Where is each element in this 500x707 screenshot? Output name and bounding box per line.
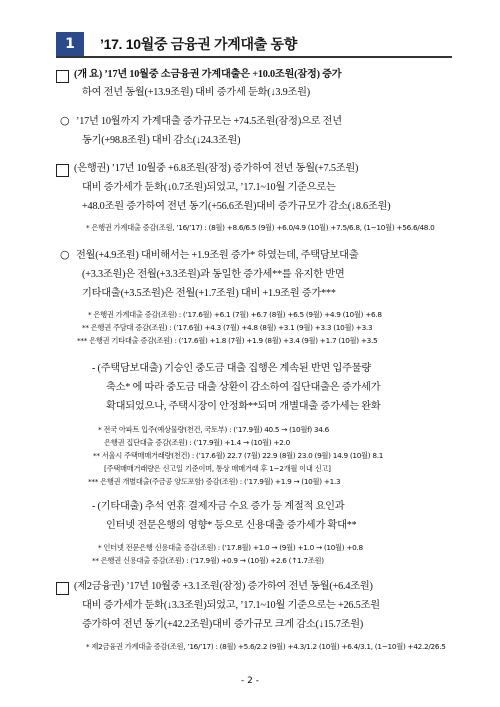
bank-line-1: (은행권) ’17년 10월중 +6.8조원(잠정) 증가하여 전년 동월(+7.5조원) — [74, 163, 359, 174]
bank-detail-footnote-2: ** 은행권 주담대 증감(조원) : (’17.6월) +4.3 (7월) +4.8 (8월) +3.1 (9월) +3.3 (10월) +3.3 — [82, 323, 373, 332]
section-header — [56, 32, 452, 58]
second-tier-footnote: * 제2금융권 가계대출 증감(조원, ’16/’17) : (8월) +5.6/2.2 (9월) +4.3/1.2 (10월) +6.4/3.1, (1~10월) +42.2/26.5 — [86, 642, 446, 651]
bank-detail-line-3: 기타대출(+3.5조원)은 전월(+1.7조원) 대비 +1.9조원 증가*** — [82, 288, 336, 299]
page-number: - 2 - — [241, 676, 259, 686]
other-loans-footnote-2: ** 은행권 신용대출 증감(조원) : (’17.9월) +0.9 → (10월) +2.6 (↑1.7조원) — [92, 556, 324, 565]
mortgage-footnote-1: * 전국 아파트 입주(예상물량(천건, 국토부) : (’17.9월) 40.5 → (10월f) 34.6 — [98, 425, 329, 434]
mortgage-footnote-3: *** 은행권 개별대출(주금공 양도포함) 증감(조원) : (’17.9월) +1.9 → (10월) +1.3 — [88, 477, 341, 486]
mortgage-line-1: - (주택담보대출) 기승인 중도금 대출 집행은 계속된 반면 입주물량 — [92, 363, 372, 374]
square-bullet-icon — [56, 164, 69, 177]
other-loans-footnote-1: * 인터넷 전문은행 신용대출 증감(조원) : (’17.8월) +1.0 → (9월) +1.0 → (10월) +0.8 — [98, 543, 363, 552]
bank-line-2: 대비 증가세가 둔화(↓0.7조원)되었고, ’17.1~10월 기준으로는 — [82, 182, 336, 193]
second-tier-line-3: 증가하여 전년 동기(+42.2조원)대비 증가규모 크게 감소(↓15.7조원) — [82, 619, 364, 630]
square-bullet-icon — [56, 582, 69, 595]
square-bullet-icon — [56, 70, 69, 83]
mortgage-footnote-2: ** 서울시 주택매매거래량(천건) : (’17.6월) 22.7 (7월) 22.9 (8월) 23.0 (9월) 14.9 (10월) 8.1 — [93, 451, 384, 460]
bank-detail-line-2: (+3.3조원)은 전월(+3.3조원)과 동일한 증가세**를 유지한 반면 — [82, 269, 345, 280]
second-tier-line-1: (제2금융권) ’17년 10월중 +3.1조원(잠정) 증가하여 전년 동월(+6.4조원) — [74, 581, 373, 592]
bank-line-3: +48.0조원 증가하여 전년 동기(+56.6조원)대비 증가규모가 감소(↓8.6조원) — [82, 201, 391, 212]
overview-line-2: 하여 전년 동월(+13.9조원) 대비 증가세 둔화(↓3.9조원) — [82, 87, 311, 98]
mortgage-line-3: 확대되었으나, 주택시장이 안정화**되며 개별대출 증가세는 완화 — [106, 401, 381, 412]
other-loans-line-2: 인터넷 전문은행의 영향* 등으로 신용대출 증가세가 확대** — [106, 520, 357, 531]
overview-sub-line-2: 동기(+98.8조원) 대비 감소(↓24.3조원) — [82, 135, 241, 146]
overview-sub-line-1: ’17년 10월까지 가계대출 증가규모는 +74.5조원(잠정)으로 전년 — [76, 116, 342, 127]
bank-footnote: * 은행권 가계대출 증감(조원, ’16/’17) : (8월) +8.6/6.5 (9월) +6.0/4.9 (10월) +7.5/6.8, (1~10월) +56.6/48.0 — [86, 223, 435, 232]
section-title: ’17. 10월중 금융권 가계대출 동향 — [100, 36, 297, 52]
circle-bullet-icon: ○ — [60, 248, 70, 261]
second-tier-line-2: 대비 증가세가 둔화(↓3.3조원)되었고, ’17.1~10월 기준으로는 +26.5조원 — [82, 600, 380, 611]
mortgage-line-2: 축소* 에 따라 중도금 대출 상환이 감소하여 집단대출은 증가세가 — [106, 382, 381, 393]
mortgage-footnote-2b: [주택매매거래량은 신고일 기준이며, 통상 매매거래 후 1~2개월 이내 신고] — [104, 464, 331, 473]
overview-line-1: (개 요) ’17년 10월중 소금융권 가계대출은 +10.0조원(잠정) 증가 — [74, 69, 342, 80]
bank-detail-footnote-1: * 은행권 가계대출 증감(조원) : (’17.6월) +6.1 (7월) +6.7 (8월) +6.5 (9월) +4.9 (10월) +6.8 — [88, 310, 382, 319]
section-number-badge: 1 — [56, 32, 84, 56]
other-loans-line-1: - (기타대출) 추석 연휴 결제자금 수요 증가 등 계절적 요인과 — [92, 501, 345, 512]
bank-detail-footnote-3: *** 은행권 기타대출 증감(조원) : (’17.6월) +1.8 (7월) +1.9 (8월) +3.4 (9월) +1.7 (10월) +3.5 — [77, 336, 378, 345]
circle-bullet-icon: ○ — [60, 114, 70, 127]
bank-detail-line-1: 전월(+4.9조원) 대비해서는 +1.9조원 증가* 하였는데, 주택담보대출 — [76, 250, 359, 261]
mortgage-footnote-1b: 은행권 집단대출 증감(조원) : (’17.9월) +1.4 → (10월) +2.0 — [104, 438, 290, 447]
